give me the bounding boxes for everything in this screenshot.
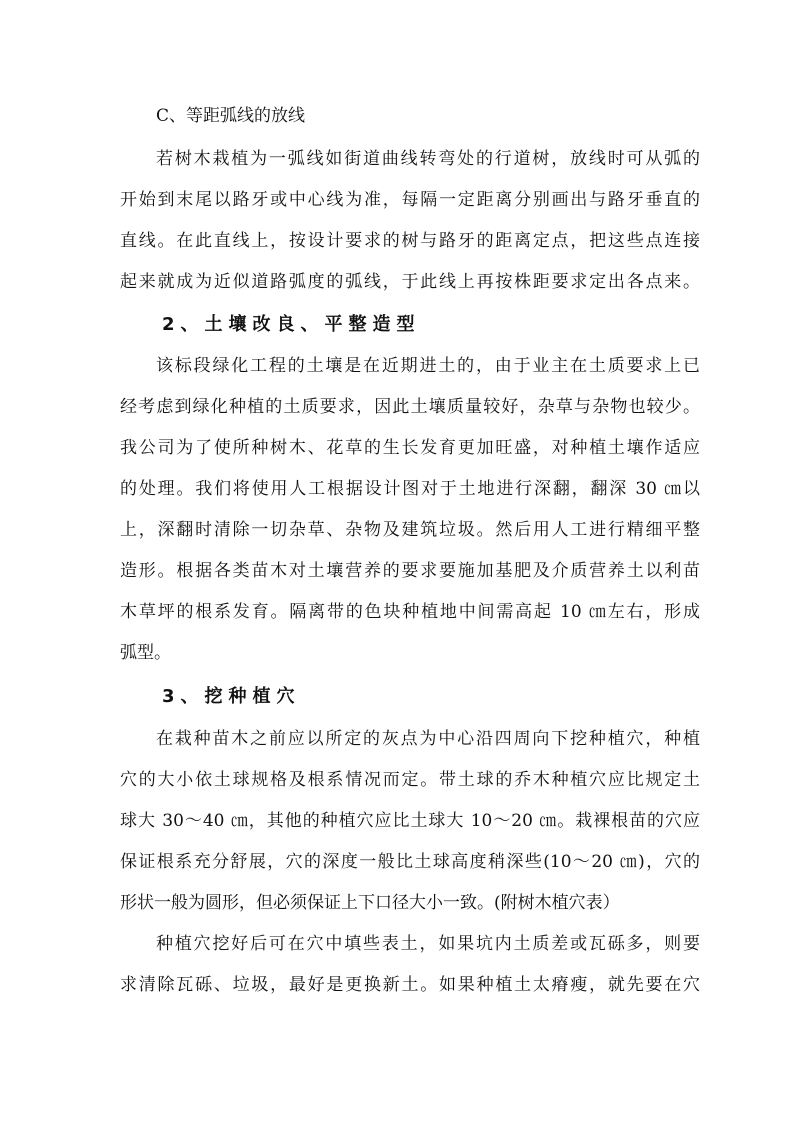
paragraph-line: 种植穴挖好后可在穴中填些表土，如果坑内土质差或瓦砾多，则要 <box>156 934 700 954</box>
section-heading: 2、土壤改良、平整造型 <box>162 314 421 335</box>
paragraph-line: 求清除瓦砾、垃圾，最好是更换新土。如果种植土太瘠瘦，就先要在穴 <box>120 975 700 995</box>
paragraph-line: 球大 30～40 ㎝，其他的种植穴应比土球大 10～20 ㎝。栽裸根苗的穴应 <box>120 811 700 831</box>
paragraph-line: 该标段绿化工程的土壤是在近期进土的，由于业主在土质要求上已 <box>156 356 700 376</box>
paragraph-line: 形状一般为圆形，但必须保证上下口径大小一致。(附树木植穴表） <box>120 893 620 913</box>
section-c-title: C、等距弧线的放线 <box>156 106 306 126</box>
paragraph-line: 上，深翻时清除一切杂草、杂物及建筑垃圾。然后用人工进行精细平整 <box>120 520 700 540</box>
paragraph-line: 的处理。我们将使用人工根据设计图对于土地进行深翻，翻深 30 ㎝以 <box>120 479 700 499</box>
paragraph-line: 穴的大小依土球规格及根系情况而定。带土球的乔木种植穴应比规定土 <box>120 770 700 790</box>
paragraph-line: 起来就成为近似道路弧度的弧线，于此线上再按株距要求定出各点来。 <box>120 272 700 292</box>
paragraph-line: 经考虑到绿化种植的土质要求，因此土壤质量较好，杂草与杂物也较少。 <box>120 397 700 417</box>
paragraph-line: 木草坪的根系发育。隔离带的色块种植地中间需高起 10 ㎝左右，形成 <box>120 602 700 622</box>
paragraph-line: 直线。在此直线上，按设计要求的树与路牙的距离定点，把这些点连接 <box>120 231 700 251</box>
paragraph-line: 在栽种苗木之前应以所定的灰点为中心沿四周向下挖种植穴，种植 <box>156 729 700 749</box>
paragraph-line: 若树木栽植为一弧线如街道曲线转弯处的行道树，放线时可从弧的 <box>156 149 700 169</box>
paragraph-line: 我公司为了使所种树木、花草的生长发育更加旺盛，对种植土壤作适应 <box>120 438 700 458</box>
paragraph-line: 开始到末尾以路牙或中心线为准，每隔一定距离分别画出与路牙垂直的 <box>120 190 700 210</box>
paragraph-line: 保证根系充分舒展，穴的深度一般比土球高度稍深些(10～20 ㎝)，穴的 <box>120 852 700 872</box>
paragraph-line: 造形。根据各类苗木对土壤营养的要求要施加基肥及介质营养土以利苗 <box>120 561 700 581</box>
section-heading: 3、挖种植穴 <box>162 686 301 707</box>
paragraph-line: 弧型。 <box>120 643 171 663</box>
